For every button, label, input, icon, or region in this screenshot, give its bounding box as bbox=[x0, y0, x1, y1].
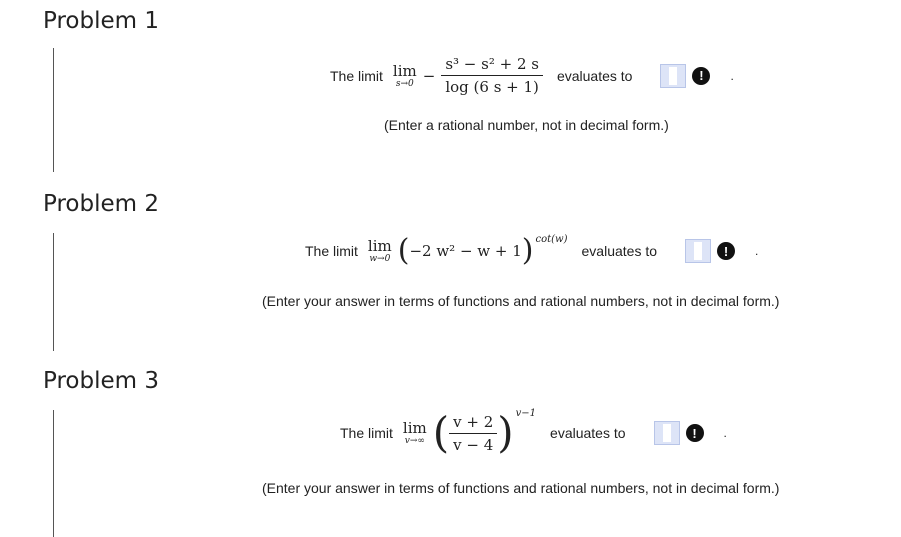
problem-1-fraction bbox=[441, 56, 543, 95]
problem-2-title: Problem 2 bbox=[43, 191, 159, 217]
problem-1-lim-sub: s→0 bbox=[395, 78, 414, 89]
problem-1-period: . bbox=[730, 68, 734, 83]
problem-1-answer-input[interactable] bbox=[660, 64, 686, 88]
problem-1-tail: evaluates to bbox=[556, 67, 633, 84]
problem-2-left-paren: ( bbox=[397, 233, 410, 268]
problem-2-rule bbox=[53, 233, 54, 351]
problem-1-statement bbox=[330, 56, 734, 95]
problem-1-math bbox=[383, 56, 543, 95]
problem-1-lim-op: lim bbox=[392, 61, 417, 80]
problem-2-limit bbox=[368, 238, 392, 264]
problem-3-lead: The limit bbox=[340, 425, 393, 441]
problem-2-lim-sub: w→0 bbox=[369, 254, 391, 264]
problem-2-exponent: cot(w) bbox=[535, 233, 568, 245]
problem-2-right-paren: ) bbox=[521, 233, 534, 268]
problem-3-left-paren: ( bbox=[432, 408, 450, 457]
problem-3-answer-input[interactable] bbox=[654, 421, 680, 445]
problem-2-expression: −2 w² − w + 1 bbox=[409, 242, 522, 260]
problem-3-numerator: v + 2 bbox=[453, 412, 494, 431]
problem-1-title: Problem 1 bbox=[43, 8, 159, 34]
problem-1-lead: The limit bbox=[330, 67, 383, 84]
problem-3-lim-op: lim bbox=[402, 419, 427, 437]
problem-3-exponent: v−1 bbox=[515, 407, 537, 419]
problem-3-limit bbox=[403, 420, 427, 446]
problem-2-math bbox=[358, 233, 568, 268]
problem-3-period: . bbox=[723, 426, 727, 440]
problem-1-rule bbox=[53, 48, 54, 172]
problem-3-tail: evaluates to bbox=[550, 425, 626, 441]
problem-3-statement bbox=[340, 407, 727, 457]
problem-3-lim-sub: v→∞ bbox=[404, 436, 425, 446]
exclamation-circle-icon[interactable]: ! bbox=[686, 424, 704, 442]
problem-3-title: Problem 3 bbox=[43, 368, 159, 394]
problem-2-period: . bbox=[755, 244, 759, 258]
problem-1-limit bbox=[393, 63, 417, 89]
exclamation-circle-icon[interactable]: ! bbox=[692, 67, 710, 85]
problem-1-numerator: s³ − s² + 2 s bbox=[445, 55, 539, 73]
problem-1-denominator: log (6 s + 1) bbox=[441, 75, 543, 95]
problem-2-tail: evaluates to bbox=[581, 243, 658, 259]
problem-3-right-paren: ) bbox=[497, 408, 514, 457]
problem-3-math bbox=[393, 407, 537, 457]
problem-2-statement bbox=[305, 233, 759, 268]
problem-2-answer-input[interactable] bbox=[685, 239, 711, 263]
problem-2-lead: The limit bbox=[305, 243, 358, 259]
problem-3-rule bbox=[53, 410, 54, 537]
problem-2-hint: (Enter your answer in terms of functions and rational numbers, not in decimal form.) bbox=[262, 293, 780, 309]
problem-3-hint: (Enter your answer in terms of functions and rational numbers, not in decimal form.) bbox=[262, 480, 780, 496]
problem-1-minus: − bbox=[422, 66, 436, 85]
problem-1-hint: (Enter a rational number, not in decimal form.) bbox=[384, 117, 669, 133]
problem-3-fraction bbox=[449, 414, 497, 453]
exclamation-circle-icon[interactable]: ! bbox=[717, 242, 735, 260]
problem-3-denominator: v − 4 bbox=[449, 433, 497, 453]
problem-2-lim-op: lim bbox=[367, 237, 392, 255]
